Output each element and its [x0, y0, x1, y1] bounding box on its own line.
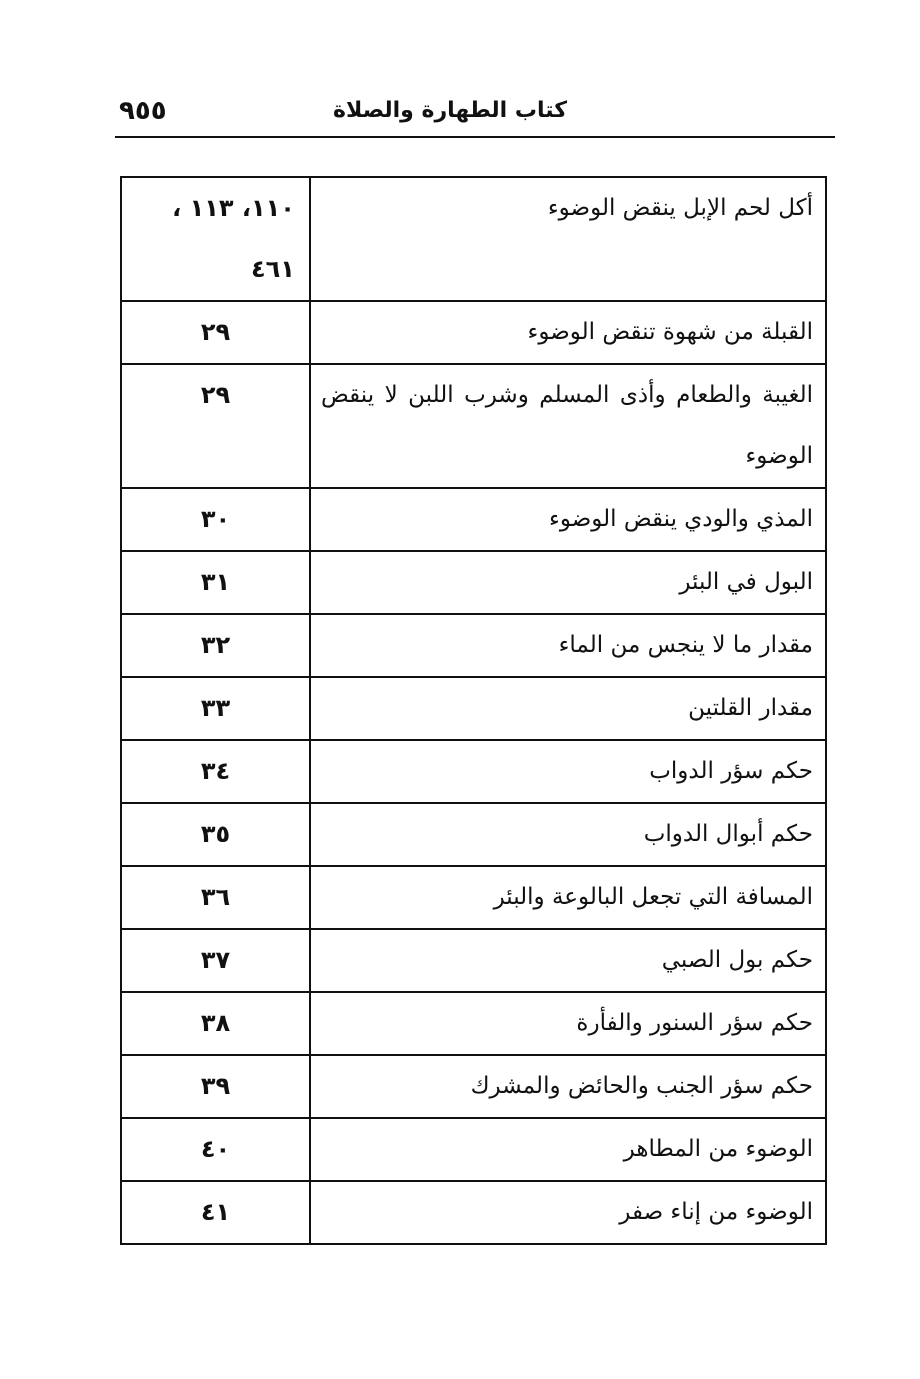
- table-row: [121, 551, 826, 614]
- topic-cell: مقدار القلتين: [310, 677, 826, 740]
- topic-cell: أكل لحم الإبل ينقض الوضوء: [310, 177, 826, 301]
- topic-cell: مقدار ما لا ينجس من الماء: [310, 614, 826, 677]
- table-row: [121, 992, 826, 1055]
- topic-cell: المذي والودي ينقض الوضوء: [310, 488, 826, 551]
- pages-cell: ٤٠: [121, 1118, 310, 1181]
- pages-cell: ٣٢: [121, 614, 310, 677]
- pages-cell: ٢٩: [121, 364, 310, 488]
- topic-cell: المسافة التي تجعل البالوعة والبئر: [310, 866, 826, 929]
- topic-cell: حكم سؤر الجنب والحائض والمشرك: [310, 1055, 826, 1118]
- index-table: [120, 176, 827, 1245]
- table-row: [121, 929, 826, 992]
- topic-cell: الوضوء من إناء صفر: [310, 1181, 826, 1244]
- topic-cell: حكم سؤر الدواب: [310, 740, 826, 803]
- table-row: [121, 488, 826, 551]
- topic-cell: حكم أبوال الدواب: [310, 803, 826, 866]
- pages-cell: ٢٩: [121, 301, 310, 364]
- page-number: ٩٥٥: [119, 96, 167, 126]
- pages-cell: ٣٤: [121, 740, 310, 803]
- table-row: [121, 1181, 826, 1244]
- topic-cell: الغيبة والطعام وأذى المسلم وشرب اللبن لا ينقض الوضوء: [310, 364, 826, 488]
- pages-cell: ٣٨: [121, 992, 310, 1055]
- table-row: [121, 177, 826, 301]
- pages-cell: ٣٧: [121, 929, 310, 992]
- table-row: [121, 866, 826, 929]
- pages-cell: ٣٣: [121, 677, 310, 740]
- topic-cell: حكم بول الصبي: [310, 929, 826, 992]
- page-header: [115, 92, 835, 138]
- topic-cell: القبلة من شهوة تنقض الوضوء: [310, 301, 826, 364]
- pages-cell: ٣١: [121, 551, 310, 614]
- table-row: [121, 740, 826, 803]
- pages-cell: ٣٥: [121, 803, 310, 866]
- pages-cell: ١١٠، ١١٣ ، ٤٦١: [121, 177, 310, 301]
- topic-cell: الوضوء من المطاهر: [310, 1118, 826, 1181]
- pages-cell: ٣٩: [121, 1055, 310, 1118]
- pages-cell: ٣٦: [121, 866, 310, 929]
- topic-cell: حكم سؤر السنور والفأرة: [310, 992, 826, 1055]
- book-title: كتاب الطهارة والصلاة: [333, 98, 567, 123]
- table-row: [121, 614, 826, 677]
- table-row: [121, 677, 826, 740]
- table-row: [121, 364, 826, 488]
- table-row: [121, 1118, 826, 1181]
- table-row: [121, 1055, 826, 1118]
- topic-cell: البول في البئر: [310, 551, 826, 614]
- table-row: [121, 301, 826, 364]
- table-row: [121, 803, 826, 866]
- pages-cell: ٣٠: [121, 488, 310, 551]
- pages-cell: ٤١: [121, 1181, 310, 1244]
